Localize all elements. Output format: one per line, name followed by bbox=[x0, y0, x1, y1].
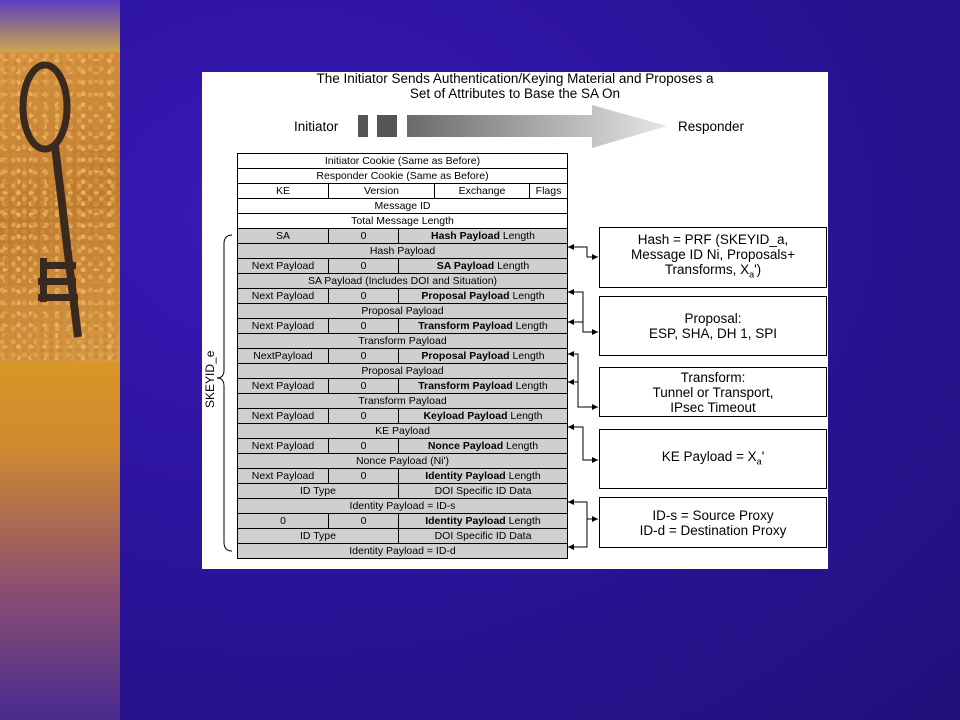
key-icon bbox=[0, 52, 120, 362]
table-row bbox=[238, 334, 568, 349]
table-cell: SA Payload (Includes DOI and Situation) bbox=[238, 274, 568, 288]
table-cell: 0 bbox=[329, 289, 399, 303]
table-cell: 0 bbox=[329, 259, 399, 273]
table-cell: Next Payload bbox=[238, 409, 329, 423]
table-row bbox=[238, 364, 568, 379]
table-row bbox=[238, 439, 568, 454]
table-row bbox=[238, 529, 568, 544]
table-row bbox=[238, 289, 568, 304]
table-cell: Exchange bbox=[435, 184, 530, 198]
table-row bbox=[238, 424, 568, 439]
proposal-line1: Proposal: bbox=[684, 311, 742, 326]
table-cell: Responder Cookie (Same as Before) bbox=[238, 169, 568, 183]
transform-line1: Transform: bbox=[680, 369, 746, 385]
table-cell: 0 bbox=[329, 409, 399, 423]
key-photo bbox=[0, 52, 120, 362]
proposal-line2: ESP, SHA, DH 1, SPI bbox=[648, 326, 778, 341]
ke-tail: ' bbox=[761, 448, 765, 464]
hash-sub: a bbox=[749, 269, 755, 280]
cell-bold-text: Identity Payload bbox=[425, 515, 506, 527]
transform-line2: Tunnel or Transport, bbox=[652, 384, 774, 400]
table-cell: Version bbox=[329, 184, 435, 198]
table-cell: Flags bbox=[530, 184, 568, 198]
table-row bbox=[238, 169, 568, 184]
table-cell: DOI Specific ID Data bbox=[399, 484, 568, 498]
message-table bbox=[237, 153, 568, 559]
table-cell bbox=[399, 439, 568, 453]
cell-bold-text: Nonce Payload bbox=[427, 440, 504, 452]
table-row bbox=[238, 184, 568, 199]
hash-tail: ') bbox=[754, 262, 762, 278]
table-cell bbox=[399, 259, 568, 273]
initiator-label: Initiator bbox=[294, 119, 339, 134]
cell-suffix-text: Length bbox=[505, 515, 541, 527]
table-row bbox=[238, 454, 568, 469]
figure-title-line2: Set of Attributes to Base the SA On bbox=[409, 86, 621, 101]
table-cell bbox=[399, 409, 568, 423]
table-cell: 0 bbox=[329, 349, 399, 363]
cell-suffix-text: Length bbox=[505, 470, 541, 482]
table-row bbox=[238, 259, 568, 274]
cell-suffix-text: Length bbox=[499, 230, 535, 242]
table-cell: Next Payload bbox=[238, 319, 329, 333]
table-row bbox=[238, 319, 568, 334]
table-cell: Nonce Payload (Ni') bbox=[238, 454, 568, 468]
table-row bbox=[238, 349, 568, 364]
cell-bold-text: Transform Payload bbox=[418, 380, 513, 392]
cell-bold-text: Identity Payload bbox=[425, 470, 506, 482]
cell-suffix-text: Length bbox=[509, 350, 545, 362]
hash-line3: Transforms, X bbox=[664, 262, 750, 278]
table-cell: 0 bbox=[329, 379, 399, 393]
table-cell bbox=[399, 289, 568, 303]
table-row bbox=[238, 484, 568, 499]
table-row bbox=[238, 304, 568, 319]
cell-suffix-text: Length bbox=[512, 320, 548, 332]
skeyid-brace bbox=[217, 235, 232, 551]
cell-bold-text: Proposal Payload bbox=[421, 350, 510, 362]
table-row bbox=[238, 409, 568, 424]
table-cell bbox=[399, 514, 568, 528]
table-cell: SA bbox=[238, 229, 329, 243]
table-cell bbox=[399, 229, 568, 243]
cell-bold-text: Hash Payload bbox=[431, 230, 500, 242]
table-cell: Next Payload bbox=[238, 289, 329, 303]
table-row bbox=[238, 514, 568, 529]
table-cell: ID Type bbox=[238, 484, 399, 498]
arrow-block-2 bbox=[377, 115, 397, 137]
id-box bbox=[599, 497, 827, 548]
table-cell: Total Message Length bbox=[238, 214, 568, 228]
ike-diagram bbox=[202, 72, 828, 569]
table-row bbox=[238, 544, 568, 559]
proposal-box bbox=[599, 296, 827, 356]
table-row bbox=[238, 199, 568, 214]
table-cell bbox=[399, 349, 568, 363]
id-line2: ID-d = Destination Proxy bbox=[639, 522, 787, 538]
table-cell: Identity Payload = ID-s bbox=[238, 499, 568, 513]
arrow-block-1 bbox=[358, 115, 368, 137]
id-line1: ID-s = Source Proxy bbox=[652, 507, 774, 523]
table-row bbox=[238, 499, 568, 514]
table-cell: Transform Payload bbox=[238, 334, 568, 348]
table-cell bbox=[399, 319, 568, 333]
cell-suffix-text: Length bbox=[494, 260, 530, 272]
table-row bbox=[238, 154, 568, 169]
transform-box bbox=[599, 367, 827, 417]
table-row bbox=[238, 469, 568, 484]
cell-bold-text: SA Payload bbox=[436, 260, 495, 272]
cell-suffix-text: Length bbox=[509, 290, 545, 302]
table-cell: ID Type bbox=[238, 529, 399, 543]
table-row bbox=[238, 244, 568, 259]
figure-title-line1: The Initiator Sends Authentication/Keying Material and Proposes a bbox=[316, 71, 714, 86]
table-cell: Next Payload bbox=[238, 259, 329, 273]
table-cell: Next Payload bbox=[238, 469, 329, 483]
cell-suffix-text: Length bbox=[503, 440, 539, 452]
table-row bbox=[238, 214, 568, 229]
table-row bbox=[238, 379, 568, 394]
table-cell: 0 bbox=[329, 229, 399, 243]
table-cell: Next Payload bbox=[238, 379, 329, 393]
table-cell: Transform Payload bbox=[238, 394, 568, 408]
ke-sub: a bbox=[756, 456, 762, 467]
table-cell: KE Payload bbox=[238, 424, 568, 438]
table-cell bbox=[399, 379, 568, 393]
cell-suffix-text: Length bbox=[507, 410, 543, 422]
table-cell: Message ID bbox=[238, 199, 568, 213]
table-cell: 0 bbox=[329, 469, 399, 483]
table-cell: Hash Payload bbox=[238, 244, 568, 258]
table-cell: DOI Specific ID Data bbox=[399, 529, 568, 543]
cell-bold-text: Transform Payload bbox=[418, 320, 513, 332]
table-cell: 0 bbox=[329, 514, 399, 528]
table-cell: Next Payload bbox=[238, 439, 329, 453]
table-row bbox=[238, 229, 568, 244]
table-cell: Proposal Payload bbox=[238, 304, 568, 318]
responder-label: Responder bbox=[678, 119, 745, 134]
direction-arrow bbox=[407, 105, 667, 148]
table-cell: 0 bbox=[329, 439, 399, 453]
table-cell: Initiator Cookie (Same as Before) bbox=[238, 154, 568, 168]
hash-line1: Hash = PRF (SKEYID_a, bbox=[637, 232, 789, 248]
table-cell: KE bbox=[238, 184, 329, 198]
table-cell: Proposal Payload bbox=[238, 364, 568, 378]
ke-line1: KE Payload = X bbox=[661, 448, 757, 464]
table-row bbox=[238, 274, 568, 289]
table-cell: Identity Payload = ID-d bbox=[238, 544, 568, 558]
table-cell: NextPayload bbox=[238, 349, 329, 363]
table-cell: 0 bbox=[329, 319, 399, 333]
cell-bold-text: Keyload Payload bbox=[423, 410, 508, 422]
cell-bold-text: Proposal Payload bbox=[421, 290, 510, 302]
hash-box bbox=[599, 227, 827, 288]
table-cell: 0 bbox=[238, 514, 329, 528]
ke-box bbox=[599, 429, 827, 489]
table-row bbox=[238, 394, 568, 409]
arrowheads bbox=[568, 244, 598, 550]
table-cell bbox=[399, 469, 568, 483]
transform-line3: IPsec Timeout bbox=[670, 399, 756, 415]
hash-line2: Message ID Ni, Proposals+ bbox=[631, 247, 795, 263]
skeyid-label: SKEYID_e bbox=[203, 350, 217, 408]
cell-suffix-text: Length bbox=[512, 380, 548, 392]
